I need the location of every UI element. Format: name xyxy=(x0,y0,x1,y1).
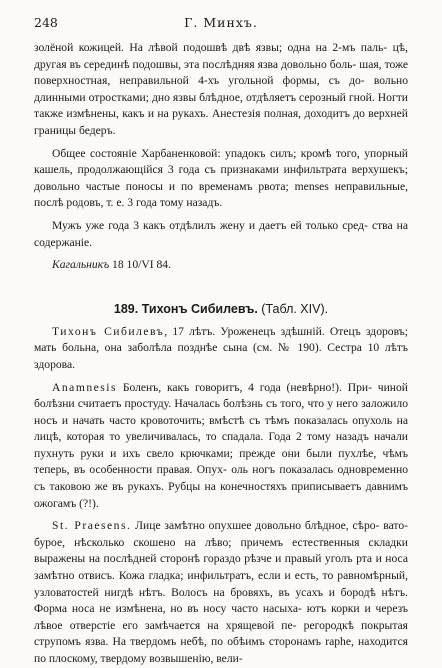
text-line: и носа замѣтно отвисъ. Кожа гладка; инфильтратъ, если и есть, то xyxy=(34,552,408,583)
text-line: Года 2 тому назадъ начали пухнуть руки и ихъ свело крючками; xyxy=(34,430,408,460)
paragraph-skin-description xyxy=(34,40,408,140)
date: 18 10/VI 84. xyxy=(109,258,171,272)
text-line: здоровъ; мать больна, она заболѣла позднѣе сына (см. № 190). Сестра xyxy=(34,324,408,355)
text-line: на конечностяхъ приписываетъ давнимъ ожогамъ (?!). xyxy=(34,480,408,510)
text-line: цѣ, другая въ серединѣ подошвы, эта послѣдняя язва довольно боль- xyxy=(34,41,408,71)
case-number: 189. xyxy=(113,301,139,316)
page-body xyxy=(34,40,408,668)
case-name: Тихонъ Сибилевъ. xyxy=(141,301,258,316)
text-line: прежде они были пухлѣе, чѣмъ теперь, въ особенности правая. Опух- xyxy=(34,446,408,477)
text-line: и бородѣ нѣтъ. Форма носа не измѣнена, но въ носу часто насыха- xyxy=(34,585,408,616)
text-line: Лице замѣтно опухшее довольно блѣдное, сѣро- xyxy=(131,519,380,533)
patient-name: Тихонъ Сибилевъ xyxy=(52,324,165,338)
text-line: оль ногъ показалась одновременно съ таковою же въ рукахъ. Рубцы xyxy=(34,463,408,494)
text-line: золёной кожицей. На лѣвой подошвѣ двѣ язвы; одна на 2-мъ паль- xyxy=(34,41,388,54)
text-line: , 17 лѣтъ. Уроженецъ здѣшній. Отецъ xyxy=(164,324,361,338)
text-line: шая, тоже поверхностная, неправильной 4-хъ угольной формы, съ до- xyxy=(34,57,408,88)
text-line: равномѣрный, узловатостей нигдѣ нѣтъ. Волосъ на бровяхъ, въ усахъ xyxy=(34,569,408,599)
text-line: доходитъ до верхней границы бедеръ. xyxy=(34,107,408,137)
text-line: выражены на послѣдней сторонѣ гораздо рѣзче и правый уголъ рта xyxy=(34,552,373,566)
paragraph-general-state xyxy=(34,146,408,212)
text-line: 10 лѣтъ здорова. xyxy=(34,341,408,371)
place-name: Кагальникъ xyxy=(52,258,110,272)
text-line: неправильные, послѣ родовъ, т. е. 3 года тому назадъ. xyxy=(34,179,408,210)
paragraph-status-praesens xyxy=(34,518,408,667)
text-line: ютъ корки и черезъ лѣвое отверстіе его замѣчается на хрящевой пе- xyxy=(34,602,408,632)
anamnesis-label: Anamnesis xyxy=(52,380,118,394)
table-reference: (Табл. XIV). xyxy=(261,301,329,316)
text-line: показалась опухоль на лицѣ, которая то увеличивалась, то спадала. xyxy=(34,413,408,444)
text-line: верхушекъ; довольно частые поносы и по временамъ рвота; menses xyxy=(34,163,408,193)
text-line: упорный кашель, продолжающійся 3 года съ признаками инфильтрата xyxy=(34,146,408,177)
place-date xyxy=(34,257,408,274)
paragraph-anamnesis xyxy=(34,380,408,513)
paragraph-husband xyxy=(34,218,408,251)
text-line: регородкѣ покрытая струпомъ язва. На твердомъ небѣ, по обѣимъ xyxy=(34,618,409,649)
text-line: ства на содержаніе. xyxy=(34,218,408,249)
paragraph-patient-info xyxy=(34,324,408,374)
text-line: вато-бурое, нѣсколько скошено на лѣво; причемъ естественныя складки xyxy=(34,519,408,549)
text-line: него заложило носъ и начать часто кровоточить; вмѣстѣ съ тѣмъ xyxy=(34,397,408,427)
text-line: Мужъ уже года 3 какъ отдѣлилъ жену и даетъ ей только сред- xyxy=(52,218,368,232)
text-line: Общее состояніе Харбаненковой: упадокъ силъ; кромѣ того, xyxy=(52,146,360,160)
text-line: гной. Ногти также измѣнены, какъ и на рукахъ. Анестезія полная, xyxy=(34,90,408,121)
text-line: чиной болѣзни считаетъ простуду. Началась болѣзнь съ того, что у xyxy=(34,380,408,411)
page-header xyxy=(34,14,408,32)
case-title xyxy=(34,300,408,318)
page-number: 248 xyxy=(34,15,58,30)
status-praesens-label: St. Praesens. xyxy=(52,519,132,533)
text-line: вольно длинными отростками; дно язвы блѣдное, отдѣляетъ серозный xyxy=(34,74,408,104)
text-line: Боленъ, какъ говоритъ, 4 года (невѣрно!). При- xyxy=(117,380,372,394)
running-head: Г. Минхъ. xyxy=(184,15,258,30)
text-line: сторонамъ raphe, находится по плоскому, твердому возвышенію, вели- xyxy=(34,635,408,665)
